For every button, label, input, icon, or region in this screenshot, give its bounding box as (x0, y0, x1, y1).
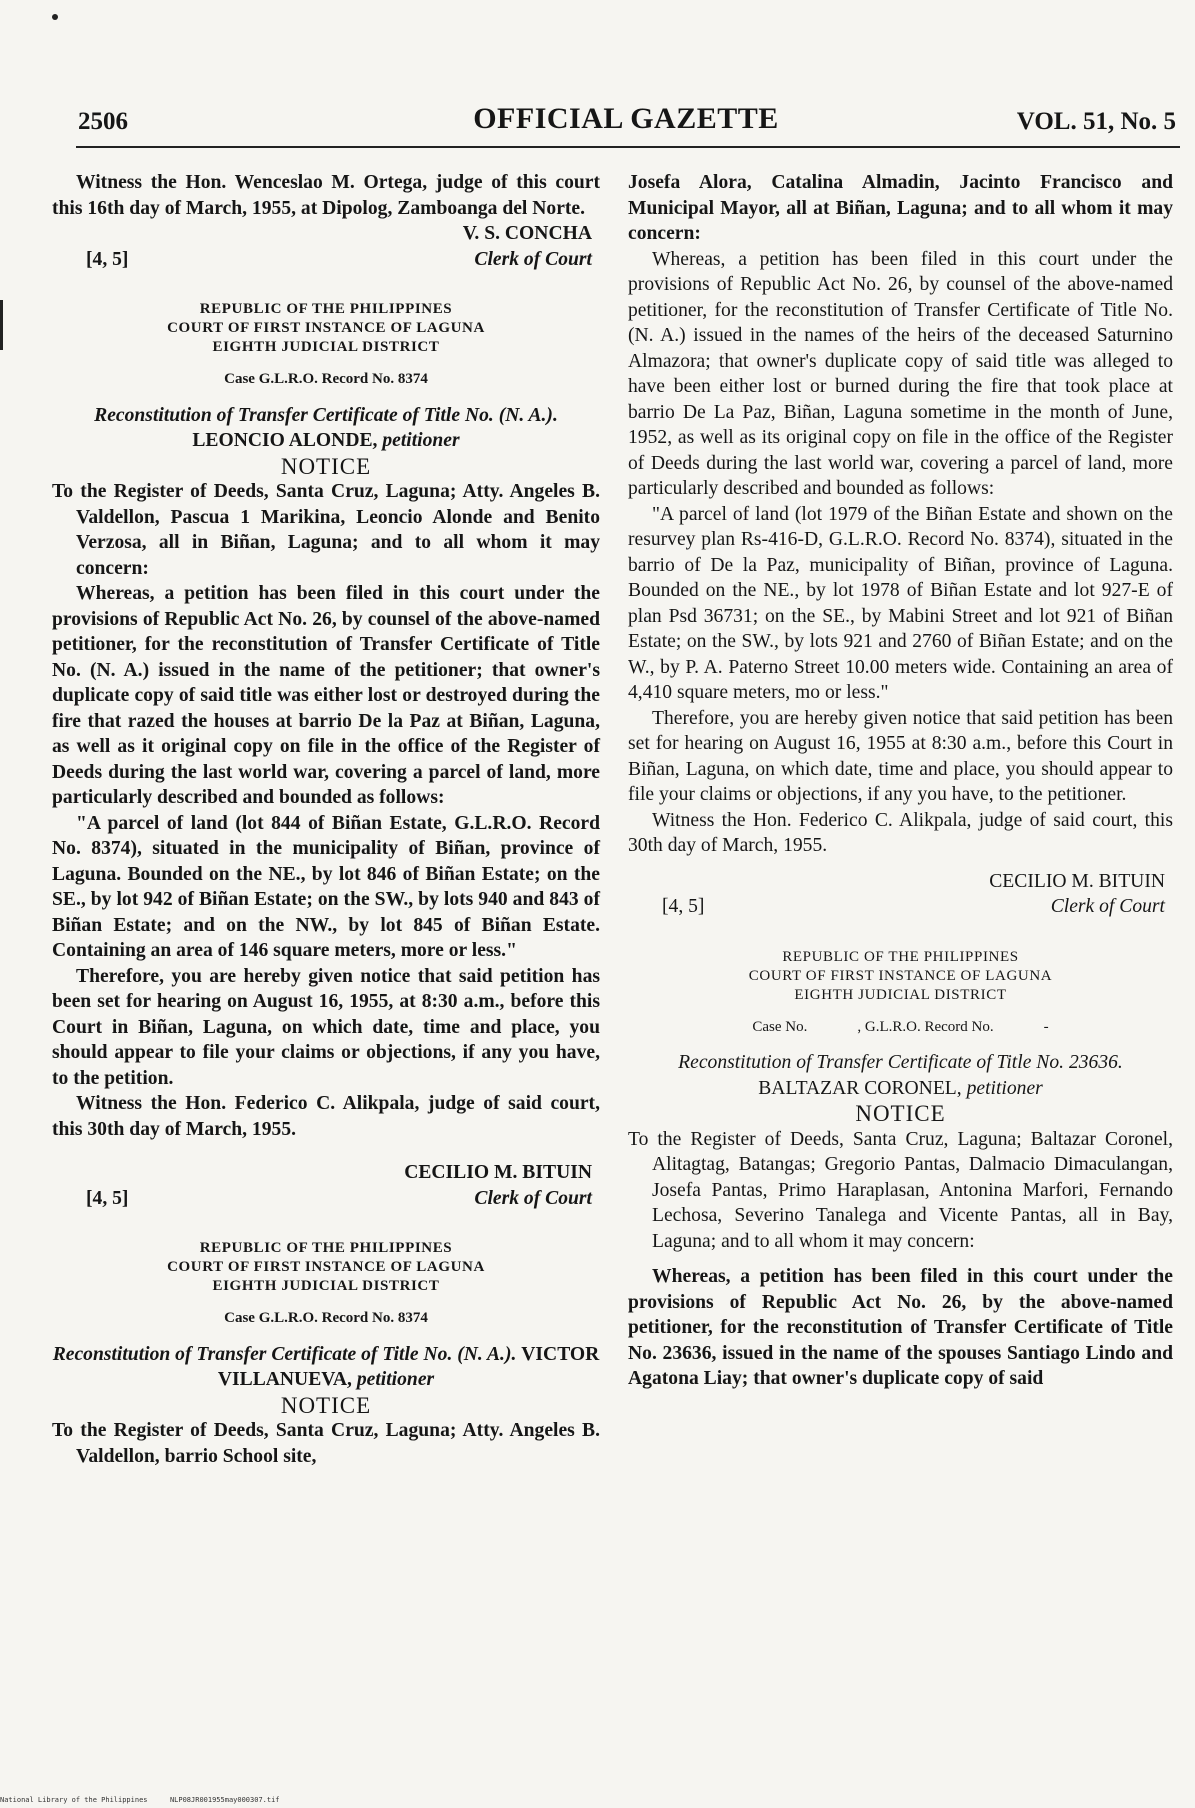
case-number: Case No. , G.L.R.O. Record No. - (752, 1018, 1049, 1035)
parcel-description: "A parcel of land (lot 1979 of the Biñan Estate and shown on the resurvey plan Rs-416-D, G.L.R.O. Record No. 8374), situated in the barrio of De la Paz, municipality of Biñan, province of Laguna. Bounded on the NE., by lot 1978 of Biñan Estate and lot 927-E of plan Psd 36731; on the SE., by Mabini Street and lot 921 of Biñan Estate; on the SW., by lots 921 and 2760 of Biñan Estate; and on the W., by P. A. Paterno Street 10.00 meters wide. Containing an area of 4,410 square meters, mo or less." (628, 503, 1173, 703)
witness-paragraph: Witness the Hon. Wenceslao M. Ortega, judge of this court this 16th day of March, 1955, at Dipolog, Zamboanga del Norte. (52, 172, 600, 219)
whereas-paragraph: Whereas, a petition has been filed in this court under the provisions of Republic Act No. 26, by counsel of the above-named petitioner, for the reconstitution of Transfer Certificate of Title No. (N. A.) issued in the name of the petitioner; that owner's duplicate copy of said title was either lost or destroyed during the fire that razed the houses at barrio De la Paz at Biñan, Laguna, as well as it original copy on file in the office of the Register of Deeds during the last world war, covering a parcel of land, more particularly described and bounded as follows: (52, 583, 600, 808)
notice-heading: NOTICE (280, 1392, 372, 1418)
court-heading-court: COURT OF FIRST INSTANCE OF LAGUNA (167, 1259, 485, 1275)
signer-title: Clerk of Court (474, 1187, 592, 1209)
case-caption: Reconstitution of Transfer Certificate of Title No. 23636. BALTAZAR CORONEL, petitioner (678, 1052, 1123, 1099)
notice-heading: NOTICE (855, 1101, 946, 1126)
signature-block (52, 1160, 600, 1211)
signature-block (52, 221, 600, 272)
signature-block (628, 869, 1173, 920)
whereas-paragraph: Whereas, a petition has been filed in this court under the provisions of Republic Act No. 26, by the above-named petitioner, for the reconstitution of Transfer Certificate of Title No. 23636, issued in the name of the spouses Santiago Lindo and Agatona Liay; that owner's duplicate copy of said (628, 1266, 1173, 1389)
notice-addressees: To the Register of Deeds, Santa Cruz, Laguna; Atty. Angeles B. Valdellon, Pascua 1 Marikina, Leoncio Alonde and Benito Verzosa, all in Biñan, Laguna; and to all whom it may concern: (52, 481, 600, 579)
notice-addressees: To the Register of Deeds, Santa Cruz, Laguna; Atty. Angeles B. Valdellon, barrio School site, (52, 1420, 600, 1467)
court-heading-court: COURT OF FIRST INSTANCE OF LAGUNA (748, 967, 1053, 984)
signer-title: Clerk of Court (1050, 896, 1165, 917)
right-column (628, 170, 1173, 1392)
court-heading-district: EIGHTH JUDICIAL DISTRICT (794, 986, 1007, 1003)
scan-footer (0, 1796, 280, 1804)
page-number: 2506 (78, 108, 128, 135)
court-heading-district: EIGHTH JUDICIAL DISTRICT (212, 339, 440, 355)
signer-title: Clerk of Court (474, 248, 592, 270)
court-heading-republic: REPUBLIC OF THE PHILIPPINES (199, 1240, 453, 1256)
issue-reference: [4, 5] (86, 1187, 129, 1209)
issue-reference: [4, 5] (662, 896, 705, 917)
witness-paragraph: Witness the Hon. Federico C. Alikpala, judge of said court, this 30th day of March, 1955. (628, 809, 1173, 856)
court-heading-court: COURT OF FIRST INSTANCE OF LAGUNA (167, 320, 485, 336)
footer-source: National Library of the Philippines (0, 1796, 148, 1804)
therefore-paragraph: Therefore, you are hereby given notice that said petition has been set for hearing on August 16, 1955, at 8:30 a.m., before this Court in Biñan, Laguna, on which date, time and place, you should appear to file your claims or objections, if any you have, to the petition. (52, 965, 600, 1089)
signer-name: CECILIO M. BITUIN (404, 1162, 592, 1183)
binding-mark (0, 300, 3, 350)
case-caption: Reconstitution of Transfer Certificate of Title No. (N. A.). VICTOR VILLANUEVA, petitioner (52, 1343, 600, 1390)
publication-title: OFFICIAL GAZETTE (473, 102, 779, 135)
signer-name: V. S. CONCHA (462, 223, 592, 244)
court-heading-republic: REPUBLIC OF THE PHILIPPINES (199, 301, 453, 317)
page-header (76, 100, 1176, 140)
left-column (52, 170, 600, 1469)
therefore-paragraph: Therefore, you are hereby given notice that said petition has been set for hearing on August 16, 1955 at 8:30 a.m., before this Court in Biñan, Laguna, on which date, time and place, you should appear to file your claims or objections, if any you have, to the petitioner. (628, 707, 1173, 805)
volume-number: VOL. 51, No. 5 (1016, 108, 1176, 135)
case-caption: Reconstitution of Transfer Certificate of Title No. (N. A.). LEONCIO ALONDE, petitioner (94, 404, 558, 451)
parcel-description: "A parcel of land (lot 844 of Biñan Estate, G.L.R.O. Record No. 8374), situated in the municipality of Biñan, province of Laguna. Bounded on the NE., by lot 846 of Biñan Estate; on the SE., by lot 942 of Biñan Estate; on the SW., by lots 940 and 843 of Biñan Estate; and on the NW., by lot 845 of Biñan Estate. Containing an area of 146 square meters, more or less." (52, 812, 600, 961)
notice-addressees: To the Register of Deeds, Santa Cruz, Laguna; Baltazar Coronel, Alitagtag, Batangas; Gregorio Pantas, Dalmacio Dimaculangan, Josefa Pantas, Primo Haraplasan, Antonina Marfori, Fernando Lechosa, Severino Tanalega and Vicente Pantas, all in Bay, Laguna; and to all whom it may concern: (628, 1128, 1173, 1252)
signer-name: CECILIO M. BITUIN (989, 870, 1165, 892)
issue-reference: [4, 5] (86, 248, 129, 270)
case-number: Case G.L.R.O. Record No. 8374 (224, 1310, 428, 1326)
addressees-continued: Josefa Alora, Catalina Almadin, Jacinto Francisco and Municipal Mayor, all at Biñan, Laguna; and to all whom it may concern: (628, 172, 1173, 244)
header-rule (76, 146, 1180, 148)
case-number: Case G.L.R.O. Record No. 8374 (224, 371, 428, 387)
footer-filename: NLP08JR001955may000307.tif (169, 1796, 280, 1804)
whereas-paragraph: Whereas, a petition has been filed in this court under the provisions of Republic Act No. 26, by counsel of the above-named petitioner, for the reconstitution of Transfer Certificate of Title No. (N. A.) issued in the names of the heirs of the deceased Saturnino Almazora; that owner's duplicate copy of said title was alleged to have been either lost or burned during the fire that took place at barrio De La Paz, Biñan, Laguna sometime in the month of June, 1952, as well as its original copy on file in the office of the Register of Deeds during the last world war, covering a parcel of land, more particularly described and bounded as follows: (628, 248, 1173, 499)
notice-heading: NOTICE (280, 453, 372, 479)
witness-paragraph: Witness the Hon. Federico C. Alikpala, judge of said court, this 30th day of March, 1955. (52, 1093, 600, 1140)
court-heading-district: EIGHTH JUDICIAL DISTRICT (212, 1278, 440, 1294)
scan-speck (52, 14, 58, 20)
court-heading-republic: REPUBLIC OF THE PHILIPPINES (782, 948, 1019, 965)
